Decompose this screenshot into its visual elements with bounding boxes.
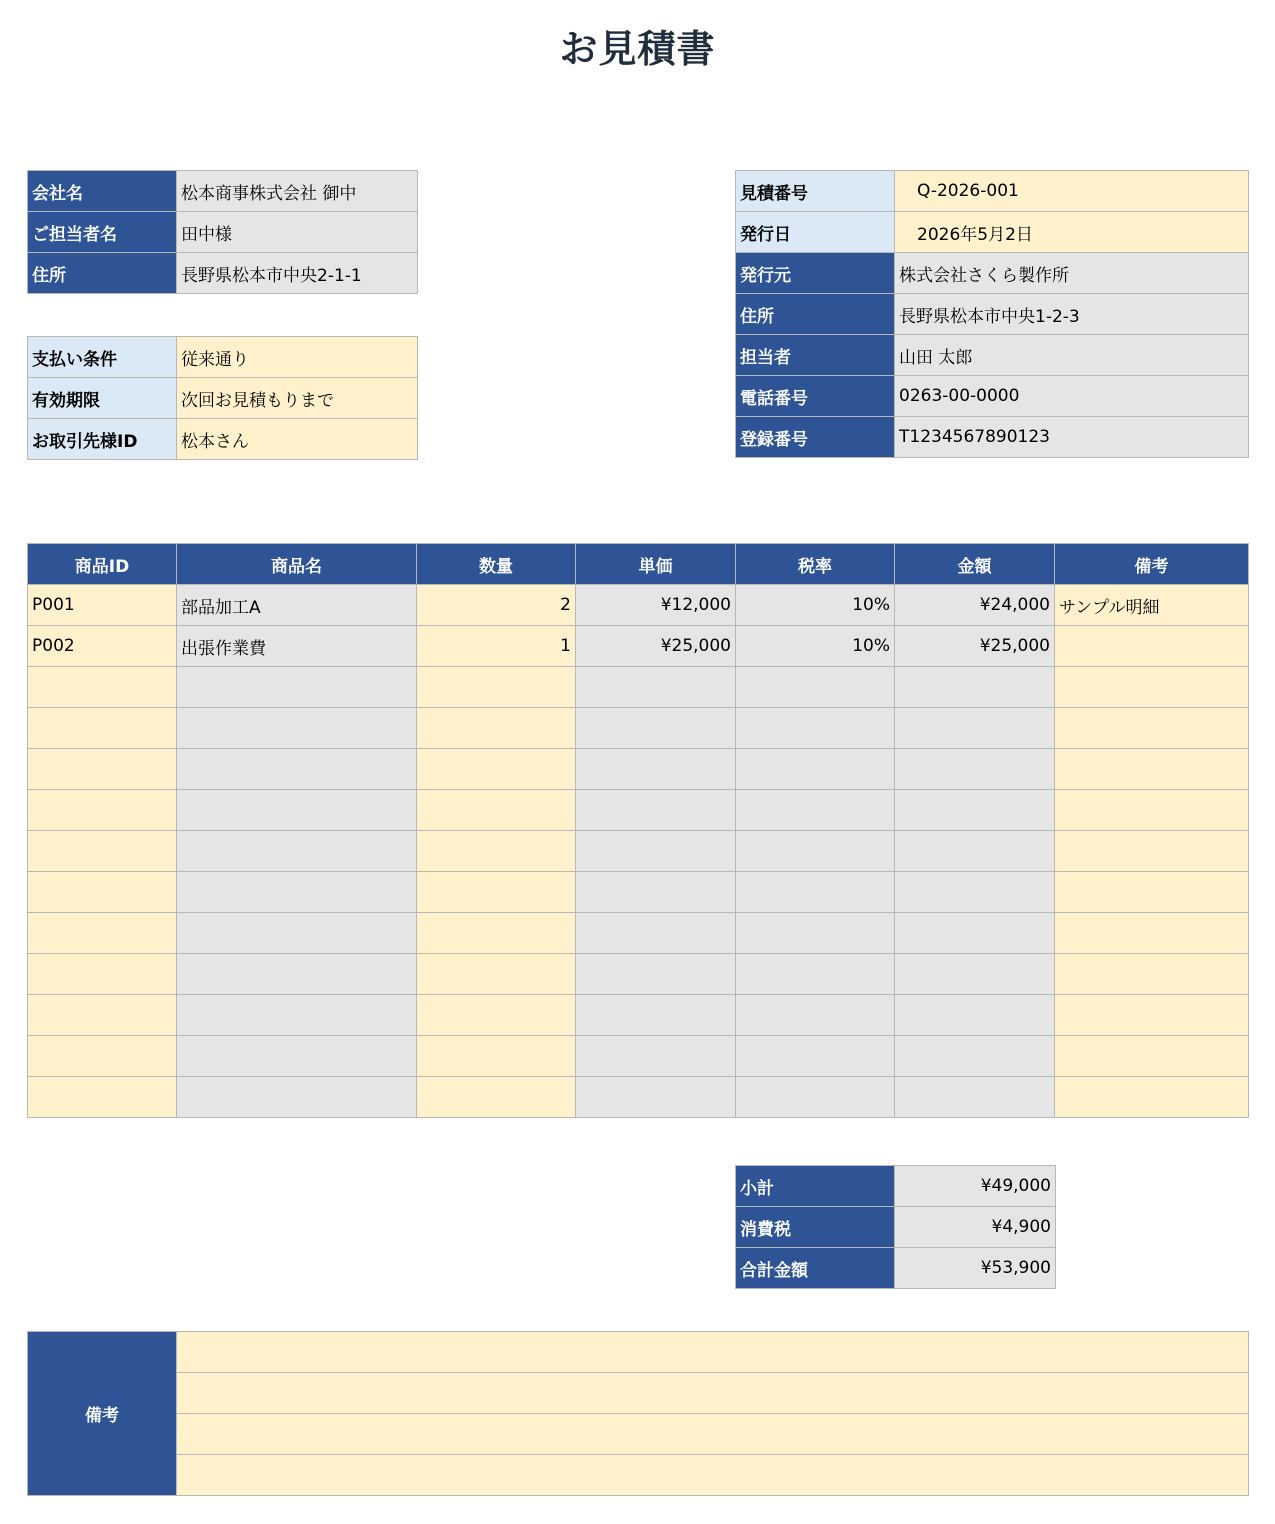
item-note-cell[interactable] bbox=[1055, 708, 1249, 749]
remarks-row bbox=[28, 1373, 1249, 1414]
item-tax-cell[interactable] bbox=[736, 1036, 895, 1077]
items-body bbox=[28, 585, 1249, 1118]
item-price-cell[interactable] bbox=[576, 954, 736, 995]
item-qty-cell[interactable] bbox=[417, 872, 576, 913]
item-id-cell[interactable] bbox=[28, 667, 177, 708]
remarks-row bbox=[28, 1455, 1249, 1496]
issuer-label: 電話番号 bbox=[736, 376, 895, 417]
item-qty-cell[interactable] bbox=[417, 667, 576, 708]
tax-label: 消費税 bbox=[736, 1207, 895, 1248]
column-header[interactable]: 数量 bbox=[417, 544, 576, 585]
column-header[interactable]: 商品ID bbox=[28, 544, 177, 585]
item-qty-cell[interactable]: 1 bbox=[417, 626, 576, 667]
item-amount-cell[interactable]: ¥24,000 bbox=[895, 585, 1055, 626]
table-row bbox=[28, 667, 1249, 708]
item-note-cell[interactable] bbox=[1055, 995, 1249, 1036]
item-price-cell[interactable] bbox=[576, 749, 736, 790]
item-name-cell[interactable] bbox=[177, 667, 417, 708]
item-tax-cell[interactable] bbox=[736, 1077, 895, 1118]
item-amount-cell[interactable] bbox=[895, 995, 1055, 1036]
item-tax-cell[interactable] bbox=[736, 708, 895, 749]
remarks-label: 備考 bbox=[28, 1332, 177, 1496]
issuer-label: 登録番号 bbox=[736, 417, 895, 458]
item-id-cell[interactable]: P001 bbox=[28, 585, 177, 626]
item-price-cell[interactable] bbox=[576, 872, 736, 913]
item-note-cell[interactable] bbox=[1055, 872, 1249, 913]
item-name-cell[interactable] bbox=[177, 954, 417, 995]
item-note-cell[interactable] bbox=[1055, 954, 1249, 995]
table-row bbox=[28, 749, 1249, 790]
item-qty-cell[interactable] bbox=[417, 831, 576, 872]
item-name-cell[interactable] bbox=[177, 831, 417, 872]
item-note-cell[interactable] bbox=[1055, 790, 1249, 831]
item-id-cell[interactable] bbox=[28, 708, 177, 749]
item-name-cell[interactable] bbox=[177, 1077, 417, 1118]
item-id-cell[interactable] bbox=[28, 1036, 177, 1077]
customer-value[interactable]: 田中様 bbox=[177, 212, 418, 253]
item-tax-cell[interactable] bbox=[736, 790, 895, 831]
terms-value[interactable]: 次回お見積もりまで bbox=[177, 378, 418, 419]
issuer-row bbox=[736, 212, 1249, 253]
item-id-cell[interactable] bbox=[28, 913, 177, 954]
item-amount-cell[interactable]: ¥25,000 bbox=[895, 626, 1055, 667]
item-id-cell[interactable] bbox=[28, 749, 177, 790]
issuer-row bbox=[736, 171, 1249, 212]
item-tax-cell[interactable] bbox=[736, 995, 895, 1036]
item-id-cell[interactable] bbox=[28, 1077, 177, 1118]
item-id-cell[interactable]: P002 bbox=[28, 626, 177, 667]
item-amount-cell[interactable] bbox=[895, 1036, 1055, 1077]
table-row bbox=[28, 913, 1249, 954]
items-table bbox=[27, 543, 1249, 1118]
item-amount-cell[interactable] bbox=[895, 749, 1055, 790]
item-price-cell[interactable] bbox=[576, 831, 736, 872]
table-row bbox=[28, 995, 1249, 1036]
item-price-cell[interactable]: ¥25,000 bbox=[576, 626, 736, 667]
totals-row bbox=[736, 1207, 1056, 1248]
subtotal-label: 小計 bbox=[736, 1166, 895, 1207]
item-price-cell[interactable] bbox=[576, 1036, 736, 1077]
item-price-cell[interactable]: ¥12,000 bbox=[576, 585, 736, 626]
issuer-row bbox=[736, 376, 1249, 417]
item-name-cell[interactable] bbox=[177, 708, 417, 749]
column-header[interactable]: 商品名 bbox=[177, 544, 417, 585]
document-title: お見積書 bbox=[559, 27, 716, 71]
item-qty-cell[interactable] bbox=[417, 749, 576, 790]
item-qty-cell[interactable] bbox=[417, 1036, 576, 1077]
item-name-cell[interactable] bbox=[177, 1036, 417, 1077]
item-qty-cell[interactable] bbox=[417, 790, 576, 831]
issuer-value[interactable]: 0263-00-0000 bbox=[895, 376, 1249, 417]
issuer-row bbox=[736, 253, 1249, 294]
issuer-value[interactable]: 株式会社さくら製作所 bbox=[895, 253, 1249, 294]
tax-value: ¥4,900 bbox=[895, 1207, 1056, 1248]
item-note-cell[interactable] bbox=[1055, 626, 1249, 667]
item-price-cell[interactable] bbox=[576, 667, 736, 708]
item-note-cell[interactable] bbox=[1055, 667, 1249, 708]
item-amount-cell[interactable] bbox=[895, 667, 1055, 708]
item-amount-cell[interactable] bbox=[895, 790, 1055, 831]
issuer-value[interactable]: 長野県松本市中央1-2-3 bbox=[895, 294, 1249, 335]
item-qty-cell[interactable] bbox=[417, 1077, 576, 1118]
column-header[interactable]: 備考 bbox=[1055, 544, 1249, 585]
customer-label: 会社名 bbox=[28, 171, 177, 212]
item-tax-cell[interactable]: 10% bbox=[736, 585, 895, 626]
item-qty-cell[interactable] bbox=[417, 708, 576, 749]
item-amount-cell[interactable] bbox=[895, 872, 1055, 913]
item-note-cell[interactable] bbox=[1055, 913, 1249, 954]
issuer-label: 発行日 bbox=[736, 212, 895, 253]
terms-table bbox=[27, 336, 418, 460]
item-amount-cell[interactable] bbox=[895, 1077, 1055, 1118]
issuer-label: 担当者 bbox=[736, 335, 895, 376]
totals-table bbox=[735, 1165, 1056, 1289]
item-id-cell[interactable] bbox=[28, 954, 177, 995]
remarks-row bbox=[28, 1332, 1249, 1373]
customer-value[interactable]: 松本商事株式会社 御中 bbox=[177, 171, 418, 212]
item-id-cell[interactable] bbox=[28, 872, 177, 913]
issuer-label: 見積番号 bbox=[736, 171, 895, 212]
item-amount-cell[interactable] bbox=[895, 831, 1055, 872]
item-tax-cell[interactable] bbox=[736, 913, 895, 954]
item-tax-cell[interactable] bbox=[736, 872, 895, 913]
customer-value[interactable]: 長野県松本市中央2-1-1 bbox=[177, 253, 418, 294]
terms-value[interactable]: 松本さん bbox=[177, 419, 418, 460]
item-name-cell[interactable] bbox=[177, 913, 417, 954]
item-name-cell[interactable]: 出張作業費 bbox=[177, 626, 417, 667]
item-name-cell[interactable] bbox=[177, 995, 417, 1036]
customer-row bbox=[28, 212, 418, 253]
item-name-cell[interactable] bbox=[177, 872, 417, 913]
items-header-row bbox=[28, 544, 1249, 585]
remarks-row bbox=[28, 1414, 1249, 1455]
issuer-row bbox=[736, 294, 1249, 335]
customer-row bbox=[28, 253, 418, 294]
remarks-line[interactable] bbox=[177, 1455, 1249, 1496]
remarks-line[interactable] bbox=[177, 1414, 1249, 1455]
issuer-label: 住所 bbox=[736, 294, 895, 335]
terms-label: お取引先様ID bbox=[28, 419, 177, 460]
table-row bbox=[28, 1077, 1249, 1118]
item-amount-cell[interactable] bbox=[895, 954, 1055, 995]
table-row bbox=[28, 872, 1249, 913]
issuer-value[interactable]: 山田 太郎 bbox=[895, 335, 1249, 376]
issuer-row bbox=[736, 335, 1249, 376]
item-name-cell[interactable] bbox=[177, 790, 417, 831]
customer-label: 住所 bbox=[28, 253, 177, 294]
item-note-cell[interactable] bbox=[1055, 1077, 1249, 1118]
item-name-cell[interactable] bbox=[177, 749, 417, 790]
item-price-cell[interactable] bbox=[576, 1077, 736, 1118]
totals-row bbox=[736, 1248, 1056, 1289]
remarks-line[interactable] bbox=[177, 1332, 1249, 1373]
issuer-table bbox=[735, 170, 1249, 458]
subtotal-value: ¥49,000 bbox=[895, 1166, 1056, 1207]
customer-label: ご担当者名 bbox=[28, 212, 177, 253]
issuer-row bbox=[736, 417, 1249, 458]
grand-total-value: ¥53,900 bbox=[895, 1248, 1056, 1289]
item-tax-cell[interactable] bbox=[736, 667, 895, 708]
table-row bbox=[28, 790, 1249, 831]
terms-row bbox=[28, 378, 418, 419]
item-qty-cell[interactable] bbox=[417, 954, 576, 995]
column-header[interactable]: 税率 bbox=[736, 544, 895, 585]
terms-label: 有効期限 bbox=[28, 378, 177, 419]
terms-row bbox=[28, 419, 418, 460]
item-qty-cell[interactable]: 2 bbox=[417, 585, 576, 626]
table-row bbox=[28, 626, 1249, 667]
item-qty-cell[interactable] bbox=[417, 913, 576, 954]
issue-date-field[interactable]: 2026年5月2日 bbox=[895, 212, 1249, 253]
item-note-cell[interactable]: サンプル明細 bbox=[1055, 585, 1249, 626]
issuer-value[interactable]: T1234567890123 bbox=[895, 417, 1249, 458]
item-name-cell[interactable]: 部品加工A bbox=[177, 585, 417, 626]
issuer-label: 発行元 bbox=[736, 253, 895, 294]
item-note-cell[interactable] bbox=[1055, 831, 1249, 872]
table-row bbox=[28, 585, 1249, 626]
item-id-cell[interactable] bbox=[28, 995, 177, 1036]
grand-total-label: 合計金額 bbox=[736, 1248, 895, 1289]
item-amount-cell[interactable] bbox=[895, 708, 1055, 749]
column-header[interactable]: 単価 bbox=[576, 544, 736, 585]
quote-number-field[interactable]: Q-2026-001 bbox=[895, 171, 1249, 212]
totals-row bbox=[736, 1166, 1056, 1207]
table-row bbox=[28, 708, 1249, 749]
item-price-cell[interactable] bbox=[576, 708, 736, 749]
item-amount-cell[interactable] bbox=[895, 913, 1055, 954]
item-price-cell[interactable] bbox=[576, 913, 736, 954]
customer-table bbox=[27, 170, 418, 294]
item-tax-cell[interactable] bbox=[736, 954, 895, 995]
table-row bbox=[28, 1036, 1249, 1077]
item-price-cell[interactable] bbox=[576, 790, 736, 831]
table-row bbox=[28, 954, 1249, 995]
terms-value[interactable]: 従来通り bbox=[177, 337, 418, 378]
item-tax-cell[interactable]: 10% bbox=[736, 626, 895, 667]
item-tax-cell[interactable] bbox=[736, 749, 895, 790]
customer-row bbox=[28, 171, 418, 212]
table-row bbox=[28, 831, 1249, 872]
remarks-line[interactable] bbox=[177, 1373, 1249, 1414]
item-id-cell[interactable] bbox=[28, 790, 177, 831]
item-note-cell[interactable] bbox=[1055, 749, 1249, 790]
item-id-cell[interactable] bbox=[28, 831, 177, 872]
item-price-cell[interactable] bbox=[576, 995, 736, 1036]
terms-label: 支払い条件 bbox=[28, 337, 177, 378]
terms-row bbox=[28, 337, 418, 378]
item-note-cell[interactable] bbox=[1055, 1036, 1249, 1077]
item-tax-cell[interactable] bbox=[736, 831, 895, 872]
column-header[interactable]: 金額 bbox=[895, 544, 1055, 585]
item-qty-cell[interactable] bbox=[417, 995, 576, 1036]
remarks-table bbox=[27, 1331, 1249, 1496]
